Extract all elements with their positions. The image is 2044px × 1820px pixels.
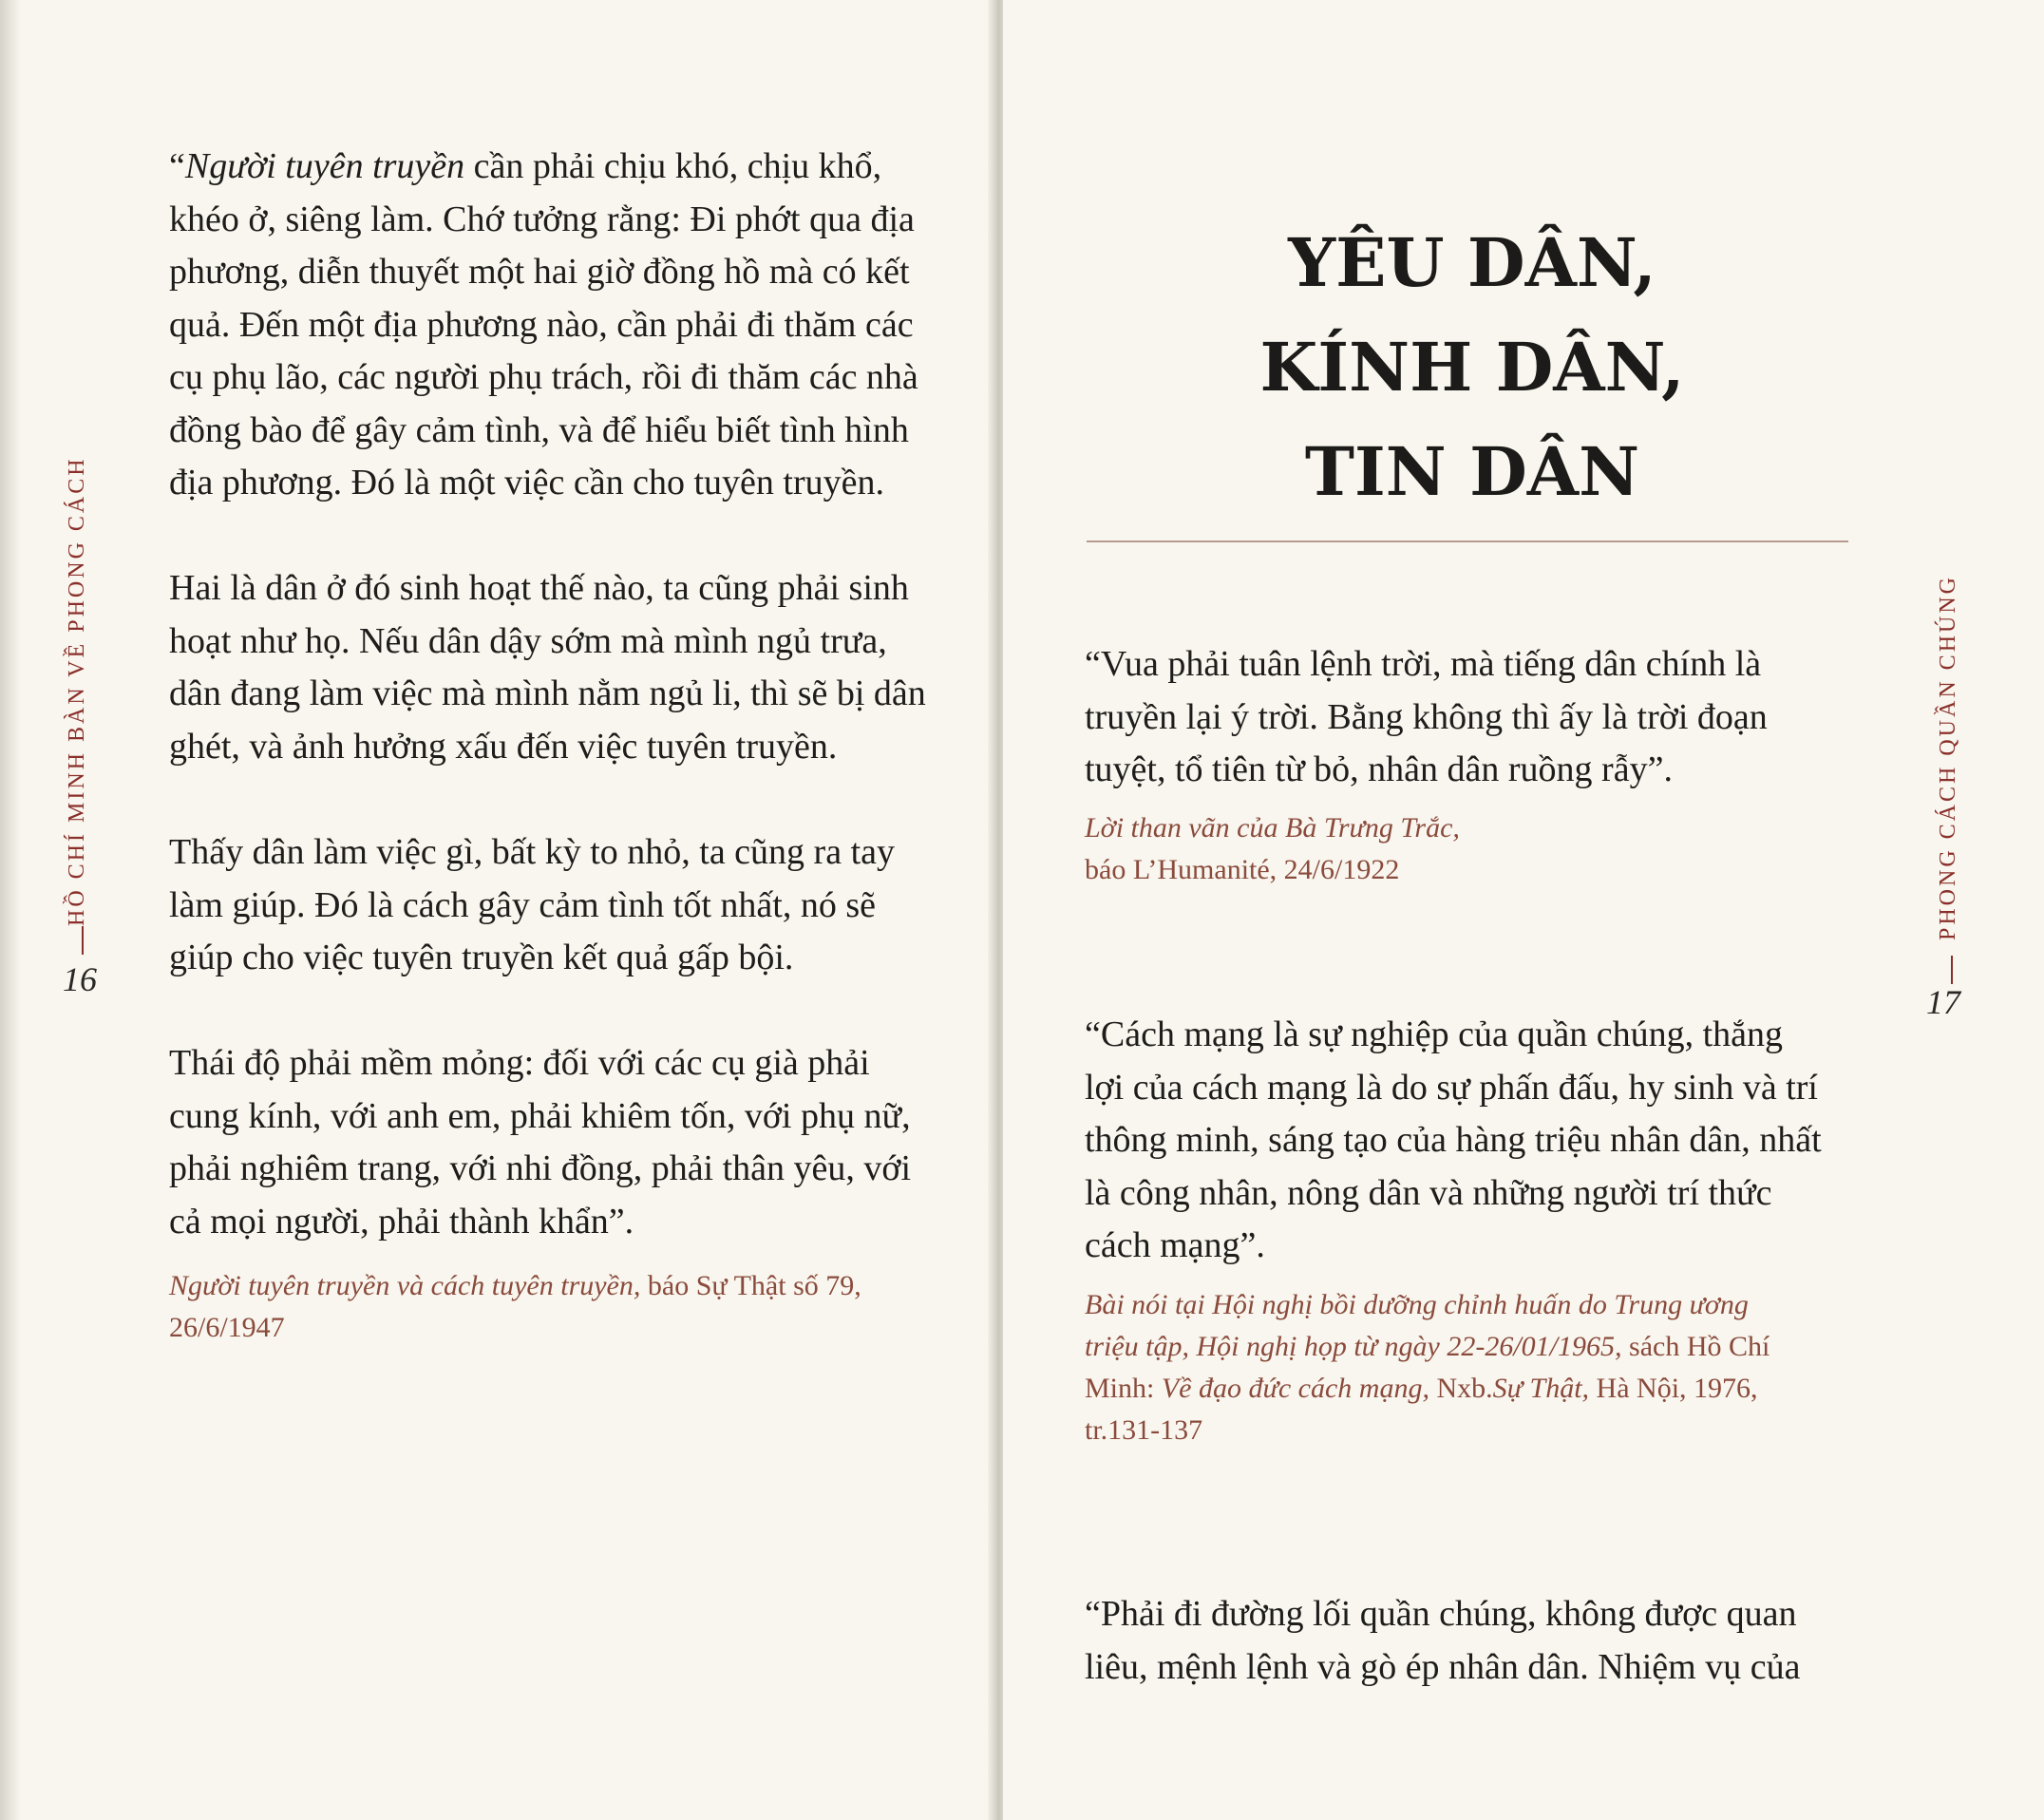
left-page-number: 16: [63, 960, 97, 998]
text-line: phương, diễn thuyết một hai giờ đồng hồ mà có kết: [169, 252, 910, 292]
left-paragraph-4: [169, 1037, 911, 1248]
text-line: địa phương. Đó là một việc cần cho tuyên truyền.: [169, 463, 884, 502]
left-folio-divider: [82, 926, 84, 955]
title-line: YÊU DÂN,: [1288, 223, 1656, 302]
title-line: TIN DÂN: [1304, 432, 1640, 511]
text-line: liêu, mệnh lệnh và gò ép nhân dân. Nhiệm vụ của: [1085, 1646, 1801, 1687]
source-text: báo Sự Thật số 79,: [640, 1270, 861, 1301]
text-line: khéo ở, siêng làm. Chớ tưởng rằng: Đi phớt qua địa: [169, 199, 915, 239]
source-text: Nxb.: [1429, 1373, 1493, 1404]
source-text: Bài nói tại Hội nghị bồi dưỡng chỉnh huấn do Trung ương: [1085, 1289, 1749, 1320]
text-line: cách mạng”.: [1085, 1225, 1265, 1265]
source-title: Sự Thật,: [1492, 1373, 1590, 1404]
right-source-citation-1: [1085, 807, 1460, 891]
text-line: thông minh, sáng tạo của hàng triệu nhân dân, nhất: [1085, 1120, 1822, 1160]
text-line: cụ phụ lão, các người phụ trách, rồi đi thăm các nhà: [169, 357, 918, 397]
title-line: KÍNH DÂN,: [1259, 328, 1685, 407]
source-text: sách Hồ Chí: [1621, 1331, 1770, 1362]
text-line: dân đang làm việc mà mình nằm ngủ li, thì sẽ bị dân: [169, 673, 926, 713]
text-line: ghét, và ảnh hưởng xấu đến việc tuyên truyền.: [169, 726, 838, 767]
left-paragraph-2: [169, 562, 926, 773]
text-line: Hai là dân ở đó sinh hoạt thế nào, ta cũng phải sinh: [169, 568, 909, 608]
source-text: Hà Nội, 1976,: [1589, 1373, 1758, 1404]
text-line: Thấy dân làm việc gì, bất kỳ to nhỏ, ta cũng ra tay: [169, 832, 895, 872]
source-pages: tr.131-137: [1085, 1414, 1203, 1446]
text-line: là công nhân, nông dân và những người trí thức: [1085, 1172, 1772, 1213]
source-date: 26/6/1947: [169, 1312, 285, 1343]
text-line: quả. Đến một địa phương nào, cần phải đi thăm các: [169, 304, 914, 345]
text-line: đồng bào để gây cảm tình, và để hiểu biết tình hình: [169, 409, 909, 450]
text-line: “Cách mạng là sự nghiệp của quần chúng, thắng: [1085, 1014, 1783, 1054]
left-running-head: HỒ CHÍ MINH BÀN VỀ PHONG CÁCH: [65, 456, 89, 926]
text-line: “Vua phải tuân lệnh trời, mà tiếng dân chính là: [1085, 644, 1762, 684]
right-quote-3: [1085, 1588, 1800, 1694]
page-edge-shadow: [0, 0, 21, 1820]
text-line: truyền lại ý trời. Bằng không thì ấy là trời đoạn: [1085, 696, 1768, 737]
right-source-citation-2: [1085, 1284, 1770, 1451]
left-paragraph-3: [169, 826, 895, 985]
text-line: phải nghiêm trang, với nhi đồng, phải thân yêu, với: [169, 1148, 912, 1188]
right-quote-1: [1085, 638, 1768, 797]
text-line: lợi của cách mạng là do sự phấn đấu, hy sinh và trí: [1085, 1067, 1818, 1108]
chapter-title: [1206, 211, 1738, 524]
source-text: Minh:: [1085, 1373, 1162, 1404]
text-line: làm giúp. Đó là cách gây cảm tình tốt nhất, nó sẽ: [169, 884, 876, 925]
right-folio-divider: [1951, 956, 1953, 984]
source-title: Về đạo đức cách mạng,: [1161, 1373, 1429, 1404]
text-line: giúp cho việc tuyên truyền kết quả gấp bội.: [169, 938, 794, 977]
left-paragraph-1: [169, 141, 918, 510]
text-line: cung kính, với anh em, phải khiêm tốn, với phụ nữ,: [169, 1095, 911, 1136]
title-divider: [1087, 540, 1848, 542]
right-running-head: PHONG CÁCH QUẦN CHÚNG: [1936, 574, 1960, 940]
text-line: tuyệt, tổ tiên từ bỏ, nhân dân ruồng rẫy”.: [1085, 749, 1673, 789]
text-line: Thái độ phải mềm mỏng: đối với các cụ già phải: [169, 1043, 870, 1083]
text-line: “Phải đi đường lối quần chúng, không được quan: [1085, 1594, 1797, 1634]
source-title: Người tuyên truyền và cách tuyên truyền,: [169, 1270, 641, 1301]
source-title: Lời than vãn của Bà Trưng Trắc,: [1085, 812, 1460, 844]
right-quote-2: [1085, 1009, 1822, 1273]
text-line: “Người tuyên truyền cần phải chịu khó, chịu khổ,: [169, 146, 882, 186]
text-line: hoạt như họ. Nếu dân dậy sớm mà mình ngủ trưa,: [169, 620, 887, 661]
right-page-number: 17: [1926, 983, 1960, 1021]
left-source-citation: [169, 1265, 861, 1349]
source-text: báo L’Humanité, 24/6/1922: [1085, 854, 1400, 885]
text-line: cả mọi người, phải thành khẩn”.: [169, 1201, 634, 1242]
source-text: triệu tập, Hội nghị họp từ ngày 22-26/01/1965,: [1085, 1331, 1622, 1362]
